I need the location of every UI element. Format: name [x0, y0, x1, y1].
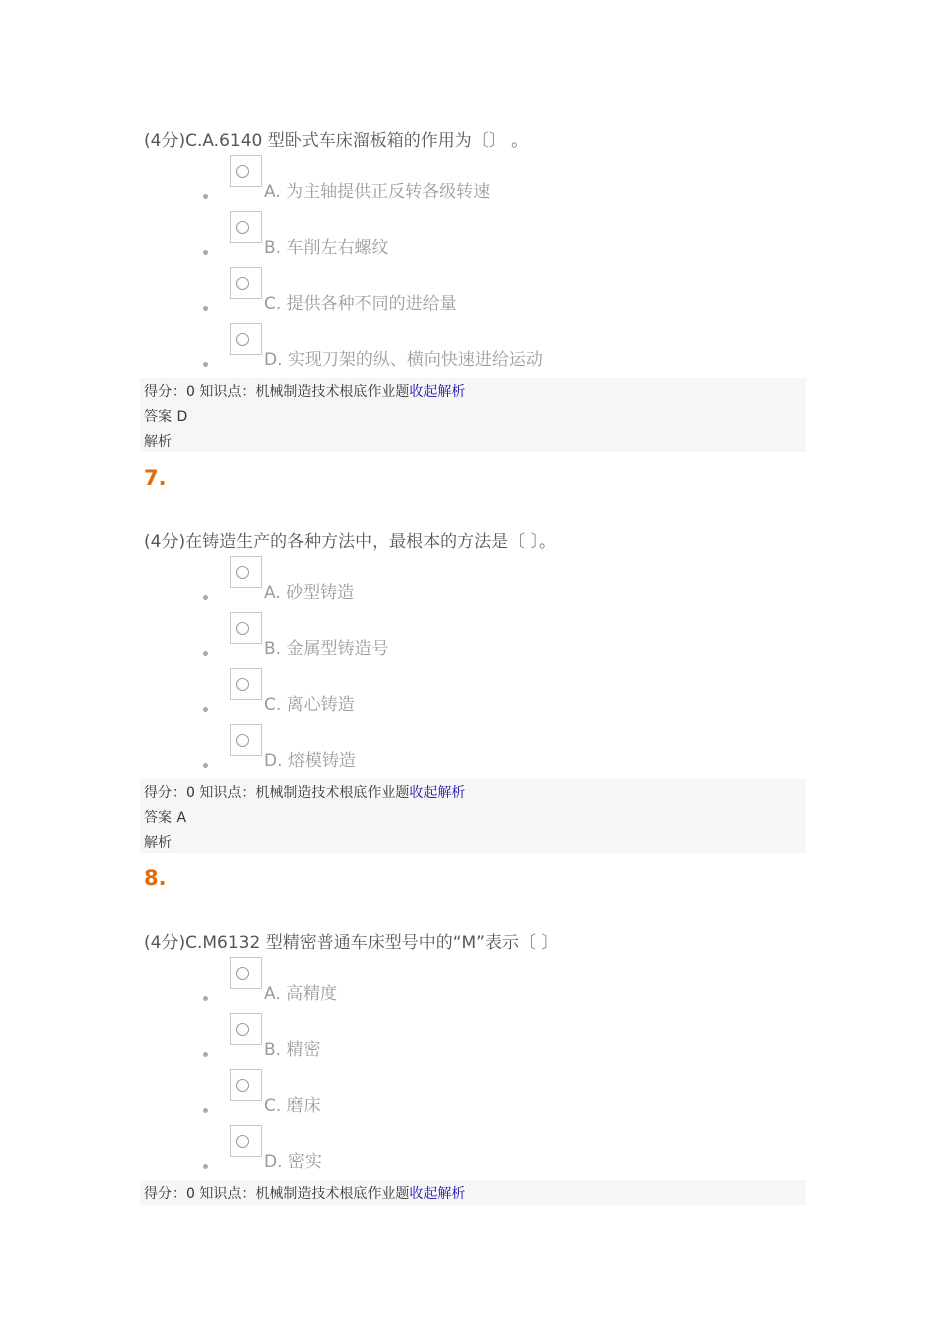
- option-checkbox[interactable]: [230, 724, 262, 756]
- radio-icon[interactable]: [236, 1023, 249, 1036]
- answer-option[interactable]: [200, 211, 700, 265]
- score-line: [144, 381, 465, 401]
- option-label: C. 提供各种不同的进给量: [264, 294, 457, 314]
- answer-option[interactable]: [200, 668, 700, 722]
- option-label: D. 密实: [264, 1152, 322, 1172]
- answer-line: 答案 A: [144, 810, 187, 826]
- answer-option[interactable]: [200, 556, 700, 610]
- option-checkbox[interactable]: [230, 1125, 262, 1157]
- option-label: A. 高精度: [264, 984, 338, 1004]
- bullet-icon: [203, 1052, 208, 1057]
- question-stem: (4分)在铸造生产的各种方法中，最根本的方法是〔 〕。: [144, 532, 556, 552]
- score-line: [144, 1183, 465, 1203]
- answer-option[interactable]: [200, 1125, 700, 1179]
- radio-icon[interactable]: [236, 1135, 249, 1148]
- question-stem: (4分)C.M6132 型精密普通车床型号中的“M”表示〔 〕: [144, 933, 559, 953]
- analysis-panel: [140, 378, 806, 452]
- bullet-icon: [203, 651, 208, 656]
- question-stem: (4分)C.A.6140 型卧式车床溜板箱的作用为〔〕 。: [144, 131, 529, 151]
- option-checkbox[interactable]: [230, 668, 262, 700]
- option-label: C. 磨床: [264, 1096, 321, 1116]
- radio-icon[interactable]: [236, 277, 249, 290]
- answer-option[interactable]: [200, 267, 700, 321]
- analysis-label: 解析: [144, 434, 172, 450]
- option-checkbox[interactable]: [230, 267, 262, 299]
- radio-icon[interactable]: [236, 734, 249, 747]
- radio-icon[interactable]: [236, 622, 249, 635]
- radio-icon[interactable]: [236, 678, 249, 691]
- option-label: B. 精密: [264, 1040, 321, 1060]
- collapse-analysis-link[interactable]: 收起解析: [409, 1186, 466, 1202]
- analysis-panel: [140, 1180, 806, 1205]
- bullet-icon: [203, 707, 208, 712]
- collapse-analysis-link[interactable]: 收起解析: [409, 785, 466, 801]
- answer-option[interactable]: [200, 323, 700, 377]
- option-label: A. 为主轴提供正反转各级转速: [264, 182, 491, 202]
- score-text: 得分：0 知识点：机械制造技术根底作业题: [144, 384, 410, 400]
- bullet-icon: [203, 996, 208, 1001]
- option-label: C. 离心铸造: [264, 695, 355, 715]
- radio-icon[interactable]: [236, 165, 249, 178]
- option-label: D. 实现刀架的纵、横向快速进给运动: [264, 350, 543, 370]
- score-line: [144, 782, 465, 802]
- answer-option[interactable]: [200, 1069, 700, 1123]
- score-text: 得分：0 知识点：机械制造技术根底作业题: [144, 785, 410, 801]
- radio-icon[interactable]: [236, 333, 249, 346]
- answer-option[interactable]: [200, 155, 700, 209]
- radio-icon[interactable]: [236, 221, 249, 234]
- question-number: 8.: [144, 866, 167, 890]
- collapse-analysis-link[interactable]: 收起解析: [409, 384, 466, 400]
- answer-option[interactable]: [200, 1013, 700, 1067]
- radio-icon[interactable]: [236, 967, 249, 980]
- bullet-icon: [203, 306, 208, 311]
- bullet-icon: [203, 194, 208, 199]
- option-checkbox[interactable]: [230, 155, 262, 187]
- answer-option[interactable]: [200, 724, 700, 778]
- bullet-icon: [203, 1108, 208, 1113]
- option-checkbox[interactable]: [230, 612, 262, 644]
- score-text: 得分：0 知识点：机械制造技术根底作业题: [144, 1186, 410, 1202]
- analysis-label: 解析: [144, 835, 172, 851]
- radio-icon[interactable]: [236, 566, 249, 579]
- option-label: B. 金属型铸造号: [264, 639, 389, 659]
- option-checkbox[interactable]: [230, 323, 262, 355]
- answer-option[interactable]: [200, 957, 700, 1011]
- answer-line: 答案 D: [144, 409, 188, 425]
- bullet-icon: [203, 250, 208, 255]
- radio-icon[interactable]: [236, 1079, 249, 1092]
- answer-option[interactable]: [200, 612, 700, 666]
- option-checkbox[interactable]: [230, 556, 262, 588]
- option-checkbox[interactable]: [230, 957, 262, 989]
- question-number: 7.: [144, 466, 167, 490]
- bullet-icon: [203, 595, 208, 600]
- option-checkbox[interactable]: [230, 1013, 262, 1045]
- analysis-panel: [140, 779, 806, 853]
- option-checkbox[interactable]: [230, 211, 262, 243]
- option-label: A. 砂型铸造: [264, 583, 355, 603]
- bullet-icon: [203, 763, 208, 768]
- bullet-icon: [203, 1164, 208, 1169]
- bullet-icon: [203, 362, 208, 367]
- option-label: B. 车削左右螺纹: [264, 238, 389, 258]
- option-label: D. 熔模铸造: [264, 751, 356, 771]
- option-checkbox[interactable]: [230, 1069, 262, 1101]
